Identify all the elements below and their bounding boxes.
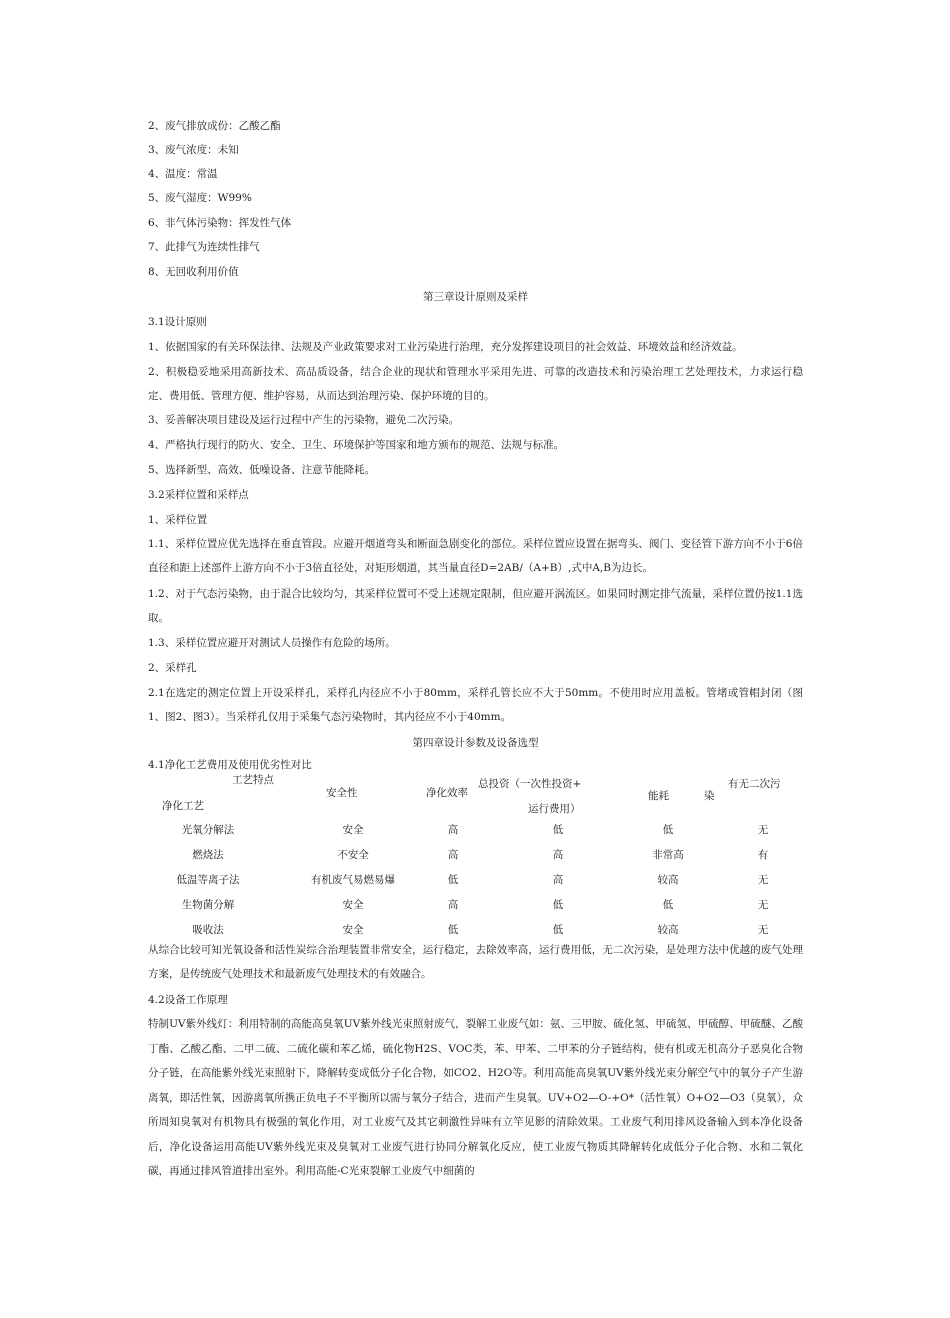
- table-cell-energy: 低: [662, 824, 674, 836]
- principle-item: 2、积极稳妥地采用高新技术、高品质设备，结合企业的现状和管理水平采用先进、可靠的改造技术和污染治理工艺处理技术，力求运行稳定、费用低、管理方便、维护容易，从而达到治理污染、保护环境的目的。: [148, 366, 803, 402]
- intro-item: 5、废气湿度：W99%: [148, 192, 252, 204]
- section-3-1-title: 3.1设计原则: [148, 316, 207, 328]
- table-cell-investment: 低: [552, 899, 564, 911]
- table-cell-investment: 低: [552, 924, 564, 936]
- table-cell-safety: 安全: [342, 924, 364, 936]
- intro-item: 8、无回收利用价值: [148, 266, 239, 278]
- table-cell-process: 生物菌分解: [181, 899, 235, 911]
- table-cell-process: 低温等离子法: [176, 874, 240, 886]
- table-header-investment-cont: 运行费用）: [528, 803, 581, 815]
- sampling-paragraph: 1.1、采样位置应优先选择在垂直管段。应避开烟道弯头和断面急剧变化的部位。采样位置应设置在据弯头、阀门、变径管下游方向不小于6倍直径和距上述部件上游方向不小于3倍直径处，对矩形烟道，其当量直径D=2AB/（A+B）,式中A,B为边长。: [148, 538, 803, 574]
- table-cell-pollution: 无: [757, 899, 769, 911]
- principle-item: 3、妥善解决项目建设及运行过程中产生的污染物，避免二次污染。: [148, 414, 460, 426]
- comparison-conclusion: 从综合比较可知光氧设备和活性炭综合治理装置非常安全，运行稳定，去除效率高，运行费用低，无二次污染，是处理方法中优越的废气处理方案，是传统废气处理技术和最新废气处理技术的有效融合。: [148, 944, 803, 980]
- table-cell-safety: 不安全: [337, 849, 369, 861]
- table-cell-efficiency: 高: [447, 899, 459, 911]
- working-principle-body: 特制UV紫外线灯：利用特制的高能高臭氧UV紫外线光束照射废气，裂解工业废气如：氨、三甲胺、硫化氢、甲硫氢、甲硫醇、甲硫醚、乙酸丁酯、乙酸乙酯、二甲二硫、二硫化碳和苯乙烯，硫化物H2S、VOC类，苯、甲苯、二甲苯的分子链结构，使有机或无机高分子恶臭化合物分子链，在高能紫外线光束照射下，降解转变成低分子化合物，如CO2、H2O等。利用高能高臭氧UV紫外线光束分解空气中的氧分子产生游离氧，即活性氧，因游离氧所携正负电子不平衡所以需与氧分子结合，进而产生臭氧。UV+O2—O-+O*（活性氧）O+O2—O3（臭氧），众所周知臭氧对有机物具有极强的氧化作用，对工业废气及其它刺激性异味有立竿见影的清除效果。工业废气利用排风设备输入到本净化设备后，净化设备运用高能UV紫外线光束及臭氧对工业废气进行协同分解氧化反应，使工业废气物质其降解转化成低分子化合物、水和二氧化碳，再通过排风管道排出室外。利用高能-C光束裂解工业废气中细菌的: [148, 1018, 803, 1177]
- principle-item: 5、选择新型、高效、低噪设备、注意节能降耗。: [148, 464, 376, 476]
- table-header-process-feature: 工艺特点: [232, 774, 274, 786]
- table-header-investment: 总投资（一次性投资+: [478, 778, 582, 790]
- table-header-efficiency: 净化效率: [426, 787, 468, 799]
- table-cell-pollution: 无: [757, 924, 769, 936]
- table-header-safety: 安全性: [326, 787, 358, 799]
- intro-item: 3、废气浓度：未知: [148, 144, 239, 156]
- chapter3-title: 第三章设计原则及采样: [423, 291, 528, 303]
- sampling-paragraph: 1.2、对于气态污染物，由于混合比较均匀，其采样位置可不受上述规定限制，但应避开涡流区。如果同时测定排气流量，采样位置仍按1.1选取。: [148, 588, 803, 624]
- intro-item: 4、温度：常温: [148, 168, 218, 180]
- intro-item: 6、非气体污染物：挥发性气体: [148, 217, 292, 229]
- table-cell-efficiency: 高: [447, 824, 459, 836]
- principle-item: 1、依据国家的有关环保法律、法规及产业政策要求对工业污染进行治理，充分发挥建设项目的社会效益、环境效益和经济效益。: [148, 341, 743, 353]
- table-cell-pollution: 无: [757, 824, 769, 836]
- table-cell-investment: 低: [552, 824, 564, 836]
- table-cell-safety: 有机废气易燃易爆: [311, 874, 395, 886]
- table-cell-pollution: 无: [757, 874, 769, 886]
- section-3-2-title: 3.2采样位置和采样点: [148, 489, 249, 501]
- subsection-title: 2、采样孔: [148, 662, 197, 674]
- table-cell-efficiency: 低: [447, 924, 459, 936]
- table-header-pollution: 有无二次污: [728, 778, 781, 790]
- intro-item: 2、废气排放成份：乙酸乙酯: [148, 120, 281, 132]
- chapter4-title: 第四章设计参数及设备选型: [412, 737, 539, 749]
- table-header-purification-process: 净化工艺: [162, 800, 204, 812]
- table-header-energy: 能耗: [648, 790, 669, 802]
- table-cell-safety: 安全: [342, 899, 364, 911]
- table-cell-energy: 低: [662, 899, 674, 911]
- table-cell-safety: 安全: [342, 824, 364, 836]
- table-header-pollution-cont: 染: [704, 790, 715, 802]
- principle-item: 4、严格执行现行的防火、安全、卫生、环境保护等国家和地方颁布的规范、法规与标准。: [148, 439, 565, 451]
- subsection-title: 1、采样位置: [148, 514, 208, 526]
- sampling-paragraph: 1.3、采样位置应避开对测试人员操作有危险的场所。: [148, 637, 396, 649]
- table-cell-investment: 高: [552, 849, 564, 861]
- table-cell-energy: 较高: [657, 874, 679, 886]
- table-cell-energy: 非常高: [652, 849, 684, 861]
- table-cell-pollution: 有: [757, 849, 769, 861]
- section-4-1-title: 4.1净化工艺费用及使用优劣性对比: [148, 759, 312, 771]
- table-cell-efficiency: 低: [447, 874, 459, 886]
- table-cell-process: 燃烧法: [192, 849, 224, 861]
- sampling-paragraph: 2.1在选定的测定位置上开设采样孔，采样孔内径应不小于80mm，采样孔管长应不大于50mm。不使用时应用盖板。管堵或管帽封闭（图1、图2、图3）。当采样孔仅用于采集气态污染物时，其内径应不小于40mm。: [148, 687, 803, 723]
- table-cell-energy: 较高: [657, 924, 679, 936]
- table-cell-investment: 高: [552, 874, 564, 886]
- table-cell-efficiency: 高: [447, 849, 459, 861]
- table-cell-process: 吸收法: [192, 924, 224, 936]
- intro-item: 7、此排气为连续性排气: [148, 241, 260, 253]
- table-cell-process: 光氧分解法: [181, 824, 235, 836]
- section-4-2-title: 4.2设备工作原理: [148, 994, 228, 1006]
- comparison-table: [148, 768, 803, 948]
